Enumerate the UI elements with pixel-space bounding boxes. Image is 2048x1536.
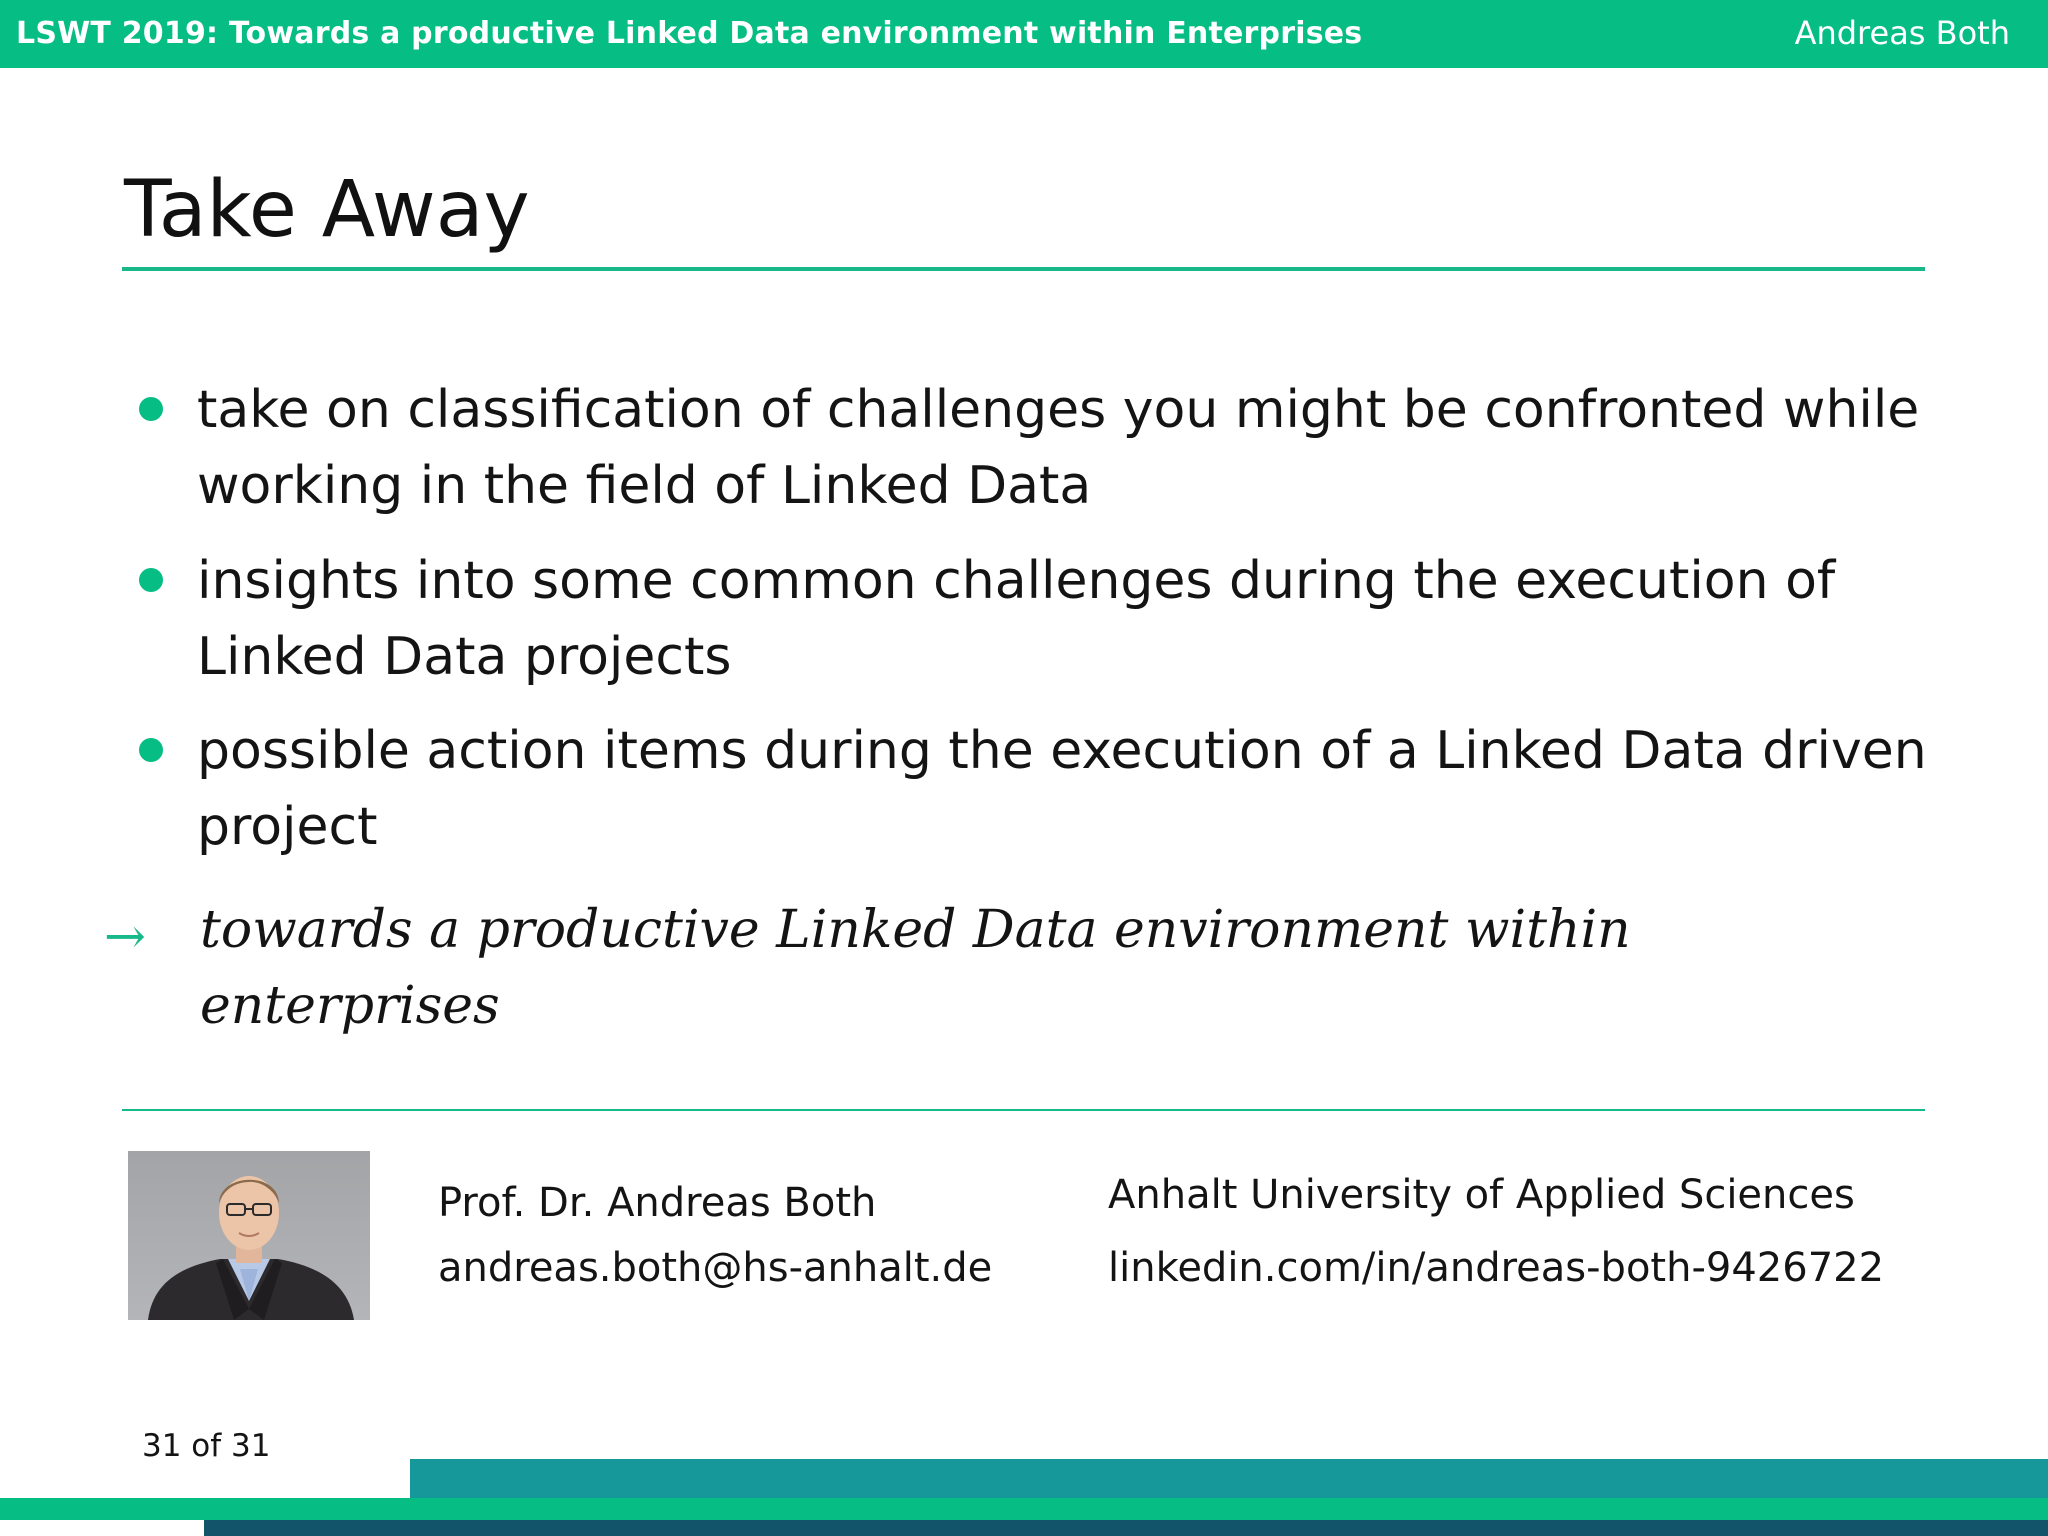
title-divider	[122, 267, 1925, 271]
list-item	[197, 543, 1937, 695]
footer-band-navy	[204, 1520, 2048, 1536]
speaker-email: andreas.both@hs-anhalt.de	[438, 1245, 993, 1291]
bullet-icon	[139, 568, 163, 592]
bullet-text: insights into some common challenges during the execution of Linked Data projects	[197, 551, 1836, 687]
bullet-text: possible action items during the execution of a Linked Data driven project	[197, 721, 1927, 857]
page-number: 31 of 31	[142, 1428, 271, 1464]
bullet-text: take on classification of challenges you might be confronted while working in the field of Linked Data	[197, 380, 1920, 516]
speaker-name: Prof. Dr. Andreas Both	[438, 1180, 877, 1226]
list-item	[197, 372, 1937, 524]
talk-title: LSWT 2019: Towards a productive Linked Data environment within Enterprises	[16, 16, 1363, 51]
arrow-right-icon: →	[104, 907, 146, 965]
footer-band-teal	[410, 1459, 2048, 1498]
speaker-photo	[128, 1151, 370, 1320]
linkedin-url: linkedin.com/in/andreas-both-9426722	[1108, 1245, 1885, 1291]
bullet-icon	[139, 738, 163, 762]
footer-band-green	[0, 1498, 2048, 1520]
list-item	[197, 713, 1937, 865]
header-author: Andreas Both	[1794, 14, 2010, 52]
footer-divider	[122, 1109, 1925, 1111]
bullet-icon	[139, 397, 163, 421]
slide-title: Take Away	[124, 165, 530, 255]
conclusion-text: towards a productive Linked Data environment within enterprises	[200, 900, 1631, 1036]
header-bar	[0, 0, 2048, 68]
institution-name: Anhalt University of Applied Sciences	[1108, 1172, 1855, 1218]
